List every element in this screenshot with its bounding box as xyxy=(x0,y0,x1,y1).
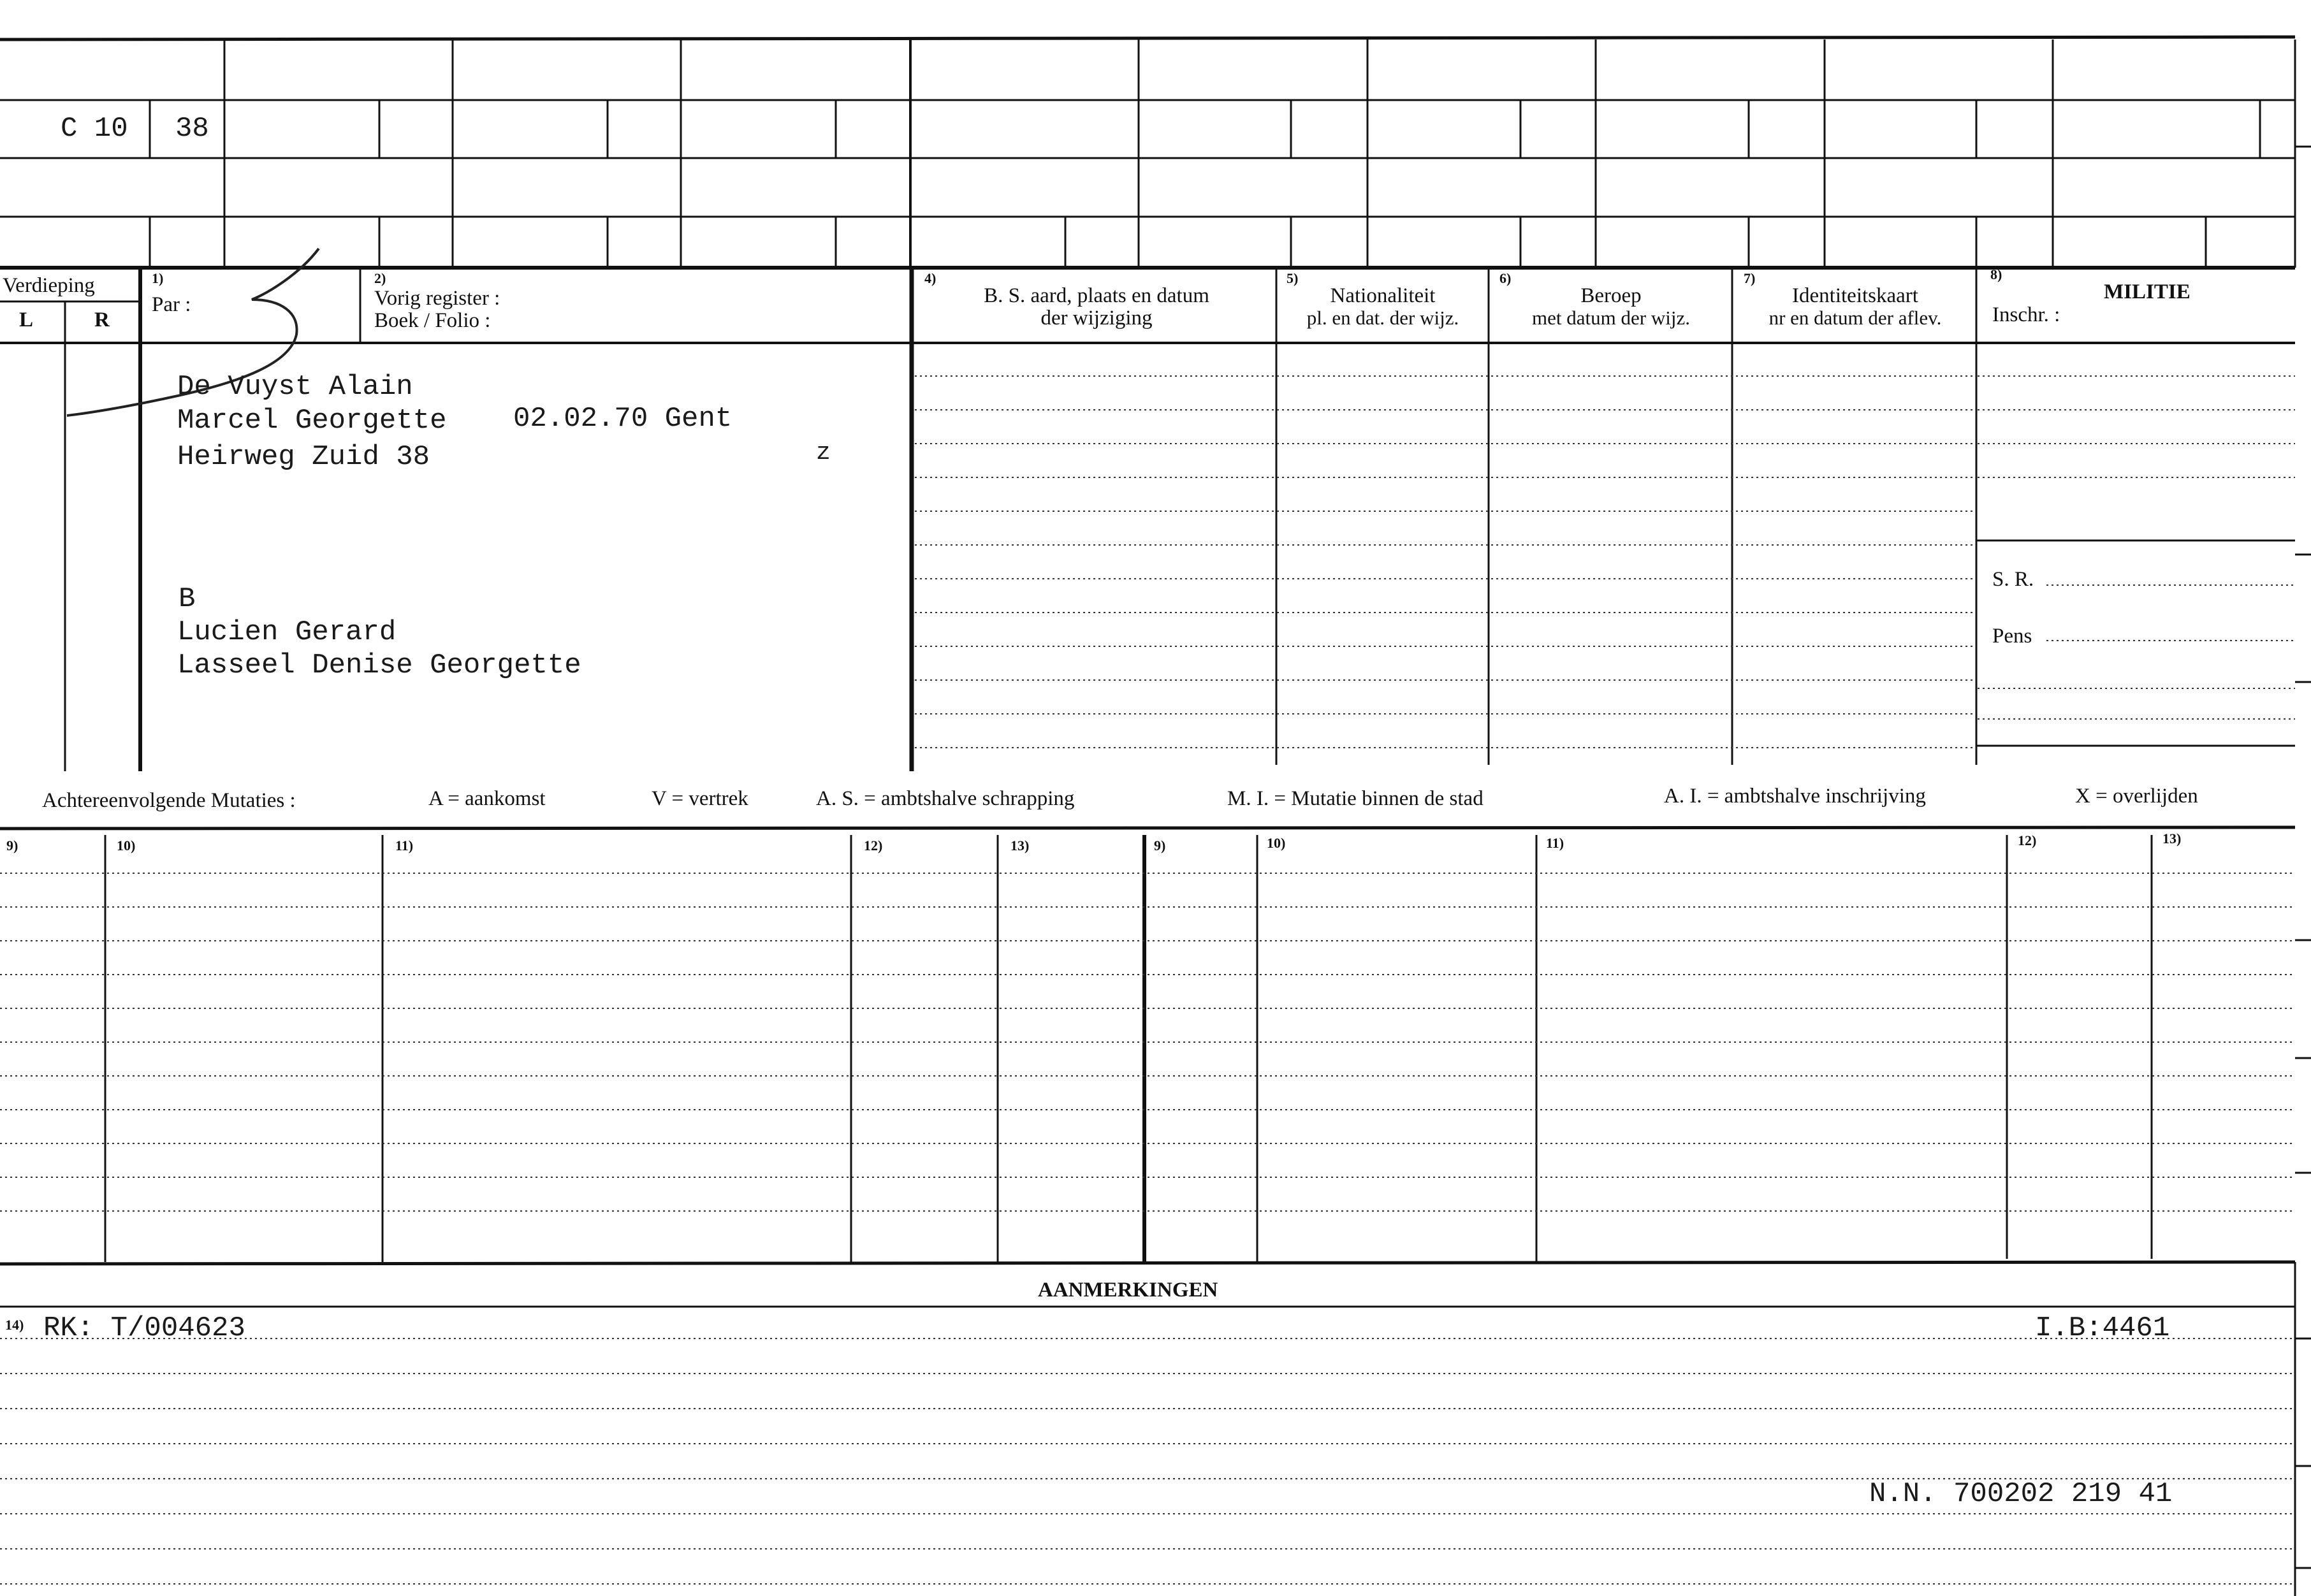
entry-name: De Vuyst Alain xyxy=(177,371,413,403)
col7-number: 7) xyxy=(1744,270,1756,286)
entry-spouse-2: Lasseel Denise Georgette xyxy=(177,649,581,681)
pens-label: Pens xyxy=(1992,625,2032,648)
inschr-label: Inschr. : xyxy=(1992,303,2060,326)
vorig-register-label: Vorig register : xyxy=(374,287,500,310)
right-label: R xyxy=(94,308,110,331)
mut-col13-left: 13) xyxy=(1010,838,1030,853)
entry-birth: 02.02.70 Gent xyxy=(513,403,733,435)
legend-mi: M. I. = Mutatie binnen de stad xyxy=(1227,787,1484,810)
mut-col12-left: 12) xyxy=(864,838,883,853)
sr-label: S. R. xyxy=(1992,568,2034,591)
mut-col10-right: 10) xyxy=(1267,835,1286,851)
mut-col13-right: 13) xyxy=(2162,831,2182,846)
legend-title: Achtereenvolgende Mutaties : xyxy=(42,789,296,812)
remarks-rk: RK: T/004623 xyxy=(43,1312,245,1344)
remarks-ib: I.B:4461 xyxy=(2035,1312,2170,1344)
nationaliteit-sub: pl. en dat. der wijz. xyxy=(1306,307,1459,329)
legend-v: V = vertrek xyxy=(652,787,748,810)
remarks-number: 14) xyxy=(5,1317,24,1333)
bs-header-line2: der wijziging xyxy=(1040,307,1153,330)
col6-number: 6) xyxy=(1499,270,1512,286)
mut-col9-right: 9) xyxy=(1154,838,1166,853)
file-number: 38 xyxy=(175,113,209,145)
identiteitskaart-label: Identiteitskaart xyxy=(1792,284,1918,307)
col4-number: 4) xyxy=(924,270,937,286)
beroep-label: Beroep xyxy=(1580,284,1642,307)
legend-x: X = overlijden xyxy=(2075,785,2198,808)
entry-spouse-1: Lucien Gerard xyxy=(177,616,397,648)
remarks-title: AANMERKINGEN xyxy=(1038,1279,1218,1302)
file-code: C 10 xyxy=(61,113,128,145)
legend-as: A. S. = ambtshalve schrapping xyxy=(816,787,1075,810)
legend-a: A = aankomst xyxy=(428,787,546,810)
col5-number: 5) xyxy=(1287,270,1299,286)
entry-mark: z xyxy=(816,439,831,467)
remarks-nn: N.N. 700202 219 41 xyxy=(1869,1478,2173,1510)
col8-number: 8) xyxy=(1990,266,2002,282)
mut-col10-left: 10) xyxy=(117,838,136,853)
identiteitskaart-sub: nr en datum der aflev. xyxy=(1768,307,1942,329)
left-label: L xyxy=(19,308,34,331)
militie-title: MILITIE xyxy=(2104,280,2191,303)
legend-ai: A. I. = ambtshalve inschrijving xyxy=(1664,785,1926,808)
mut-col11-left: 11) xyxy=(395,838,414,853)
mut-col12-right: 12) xyxy=(2018,832,2037,848)
entry-address: Heirweg Zuid 38 xyxy=(177,441,430,473)
boek-folio-label: Boek / Folio : xyxy=(374,309,491,332)
entry-b-label: B xyxy=(179,583,196,615)
par-label: Par : xyxy=(152,293,191,316)
bs-header-line1: B. S. aard, plaats en datum xyxy=(984,284,1209,307)
verdieping-label: Verdieping xyxy=(3,274,95,297)
mut-col11-right: 11) xyxy=(1546,835,1564,851)
col2-number: 2) xyxy=(374,270,386,286)
mut-col9-left: 9) xyxy=(6,838,18,853)
beroep-sub: met datum der wijz. xyxy=(1532,307,1690,329)
col1-number: 1) xyxy=(152,270,164,286)
entry-parent-1: Marcel Georgette xyxy=(177,405,447,437)
nationaliteit-label: Nationaliteit xyxy=(1330,284,1436,307)
